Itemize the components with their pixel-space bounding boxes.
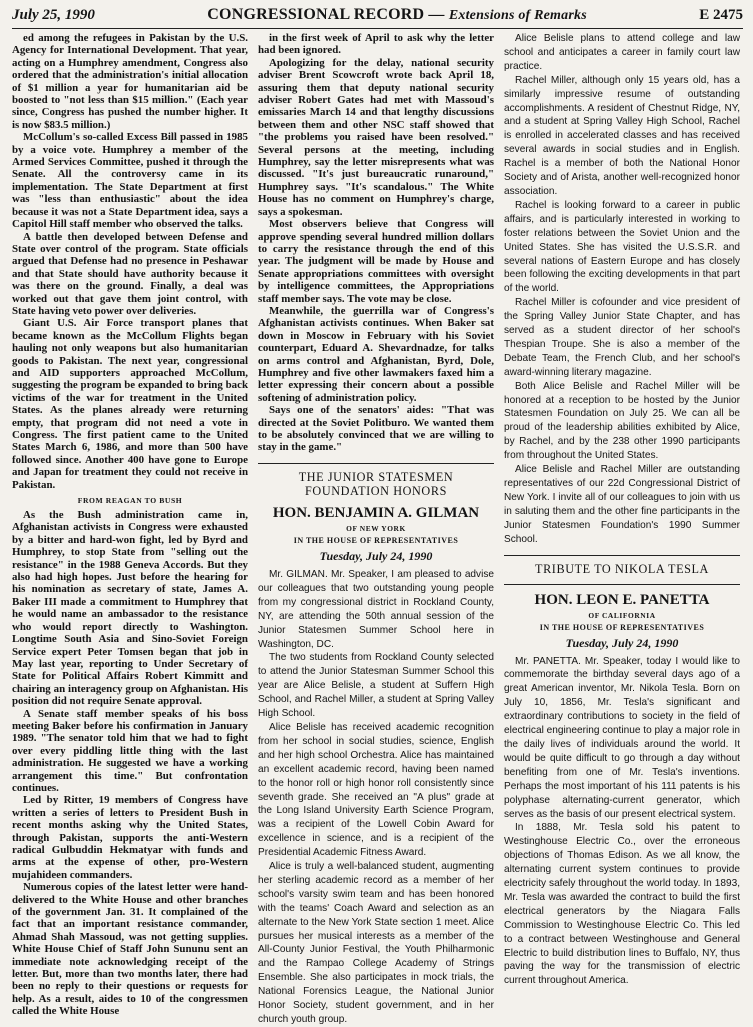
paragraph: Mr. PANETTA. Mr. Speaker, today I would like to commemorate the birthday several days ago of a great American inventor, Mr. Nikola Tesla. Born on July 10, 1856, Mr. Tesla's significant and extraordinary contributions to society in the field of electrical engineering continue to play a major role in the daily lives of individuals around the world. It would be quite difficult to go through a day without benefiting from one of Mr. Tesla's inventions. Perhaps the most important of his 111 patents is his polyphase alternating-current generator, which serves as the basis of our present electrical system. <box>504 655 740 820</box>
column-2 <box>258 32 494 1025</box>
speaker-name: HON. BENJAMIN A. GILMAN <box>272 505 480 521</box>
section-title-line: THE JUNIOR STATESMEN <box>298 470 454 484</box>
paragraph: ed among the refugees in Pakistan by the U.S. Agency for International Development. That year, acting on a Humphrey amendment, Congress also ordered that the administration's initial allocation of $1 million a year for humanitarian aid be boosted to "not less than $15 million." (Each year since, Congress has pushed the number higher. It is now $83.5 million.) <box>12 32 248 131</box>
paragraph: Most observers believe that Congress will approve spending several hundred million dollars to carry the resistance through the end of this year. The judgment will be made by House and Senate appropriations committees with oversight by intelligence committees, the Appropriations staff member says. The vote may be close. <box>258 218 494 305</box>
paragraph: Both Alice Belisle and Rachel Miller will be honored at a reception to be hosted by the Junior Statesmen Foundation on July 25. We can all be proud of the leadership abilities exhibited by Alice, by Rachel, and by the 238 other 1990 participants from throughout the United States. <box>504 380 740 462</box>
paragraph: Mr. GILMAN. Mr. Speaker, I am pleased to advise our colleagues that two outstanding young people from my congressional district in Rockland County, NY, are attending the 50th annual session of the Junior Statesmen Summer School here in Washington, DC. <box>258 569 494 650</box>
paragraph: Alice Belisle and Rachel Miller are outstanding representatives of our 22d Congressional District of New York. I invite all of our colleagues to join with us in saluting them and the other fine participants in the Junior Statesmen Foundation's 1990 Summer School. <box>504 464 740 545</box>
paragraph: Numerous copies of the latest letter were hand-delivered to the White House and other branches of the government Jan. 31. It complained of the fact that an important resistance commander, Ahmad Shah Massoud, was not getting supplies. White House Chief of Staff John Sununu sent an immediate note acknowledging receipt of the letter. But, more than two months later, there had been no reply to their questions or requests for help. As a result, aides to 10 of the congressmen called the White House <box>12 881 248 1018</box>
subhead: FROM REAGAN TO BUSH <box>77 496 183 506</box>
paragraph: Giant U.S. Air Force transport planes that became known as the McCollum Flights began hauling not only weapons but also humanitarian goods to Pakistan. The next year, congressional and AID supporters approached McCollum, suggesting the program be expanded to bring back victims of the war for treatment in the United States. As the planes already were returning empty, that program did not need a vote in Congress. The first patient came to the United States March 6, 1986, and more than 500 have followed since. Another 400 have gone to Europe and Japan for treatment they could not receive in Pakistan. <box>12 317 248 491</box>
header-rule <box>12 28 743 29</box>
masthead <box>12 6 743 28</box>
section-rule <box>258 463 494 464</box>
paragraph: in the first week of April to ask why the letter had been ignored. <box>258 32 494 57</box>
header-title: CONGRESSIONAL RECORD — Extensions of Remarks <box>207 6 587 23</box>
paragraph: Rachel Miller is cofounder and vice president of the Spring Valley Junior State Chapter, and has served as a student director of her school's Thespian Troupe. She is also a member of the Debate Team, the French Club, and her school's award-winning literary magazine. <box>504 297 740 378</box>
paragraph: Says one of the senators' aides: "That was directed at the Soviet Politburo. We wanted them to be absolutely convinced that we are willing to stay in the game." <box>258 404 494 454</box>
session-date: Tuesday, July 24, 1990 <box>565 635 679 650</box>
chamber: IN THE HOUSE OF REPRESENTATIVES <box>539 622 705 632</box>
header-date: July 25, 1990 <box>12 7 95 23</box>
session-date: Tuesday, July 24, 1990 <box>319 549 433 563</box>
column-2-statement <box>258 568 494 1027</box>
journal-subtitle: Extensions of Remarks <box>448 8 587 23</box>
paragraph: Alice Belisle plans to attend college and law school and anticipates a career in family court law practice. <box>504 33 740 72</box>
paragraph: Alice is truly a well-balanced student, augmenting her sterling academic record as a member of her school's varsity swim team and has been honored with the teams' Coach Award and selection as an alternate to the New York State section 1 meet. Alice pursues her musical interests as a member of the All-County Junior Festival, the Youth Philharmonic and the Rampao College Academy of Strings Ensemble. She also participates in mock trials, the National Forensics League, the National Junior Honor Society, student government, and in her church youth group. <box>258 861 494 1025</box>
section-rule <box>504 584 740 585</box>
paragraph: Meanwhile, the guerrilla war of Congress's Afghanistan activists continues. When Baker sat down in Moscow in February with his Soviet counterpart, Eduard A. Shevardnadze, for talks on arms control and Afghanistan, Byrd, Dole, Humphrey and five other lawmakers faxed him a letter expressing their concern about a possible softening of administration policy. <box>258 304 494 404</box>
paragraph: Apologizing for the delay, national security adviser Brent Scowcroft wrote back April 18, assuring them that deputy national security adviser Robert Gates had met with Massoud's emissaries March 14 and that lengthy discussions between them and other NSC staff showed that "the problems you raised have been resolved." Several persons at the meeting, including Humphrey, say the letter misrepresents what was discussed. "It's just bureaucratic runaround," Humphrey says. "It's scandalous." The White House has no comment on Humphrey's charge, says a spokesman. <box>258 56 494 218</box>
paragraph: Alice Belisle has received academic recognition from her school in social studies, science, English and her high school Orchestra. Alice has maintained an excellent academic record, having been named to the honor roll or high honor roll consistently since seventh grade. She received an "A plus" grade at the Long Island University Earth Science Program, was a recipient of the Lowell Cobin Award for excellence in science, and is a recipient of the Presidential Academic Fitness Award. <box>258 721 494 859</box>
speaker-name: HON. LEON E. PANETTA <box>534 591 710 608</box>
section-title-line: FOUNDATION HONORS <box>305 484 447 498</box>
paragraph: McCollum's so-called Excess Bill passed in 1985 by a voice vote. Humphrey a member of the Armed Services Committee, pushed it through the Senate. All the controversy came in its implementation. The State Department at first was "less than enthusiastic" about the idea because it was not a State Department idea, says a Capitol Hill staff member who observed the talks. <box>12 131 248 231</box>
paragraph: A Senate staff member speaks of his boss meeting Baker before his confirmation in January 1989. "The senator told him that we had to fight over every piddling little thing with the last administration. He suggested we have a working arrangement this time." But confrontation continues. <box>12 707 248 794</box>
column-2-article-continuation <box>258 32 494 455</box>
paragraph: In 1888, Mr. Tesla sold his patent to Westinghouse Electric Co., over the erroneous objections of Thomas Edison. As we all know, the alternating current system continues to provide electricity safely throughout the world today. In 1893, Mr. Tesla was awarded the contract to build the first electrical generators by the Niagara Falls Commission to Westinghouse Electric Co. This led to a contract between Westinghouse and General Electric to build distribution lines to Buffalo, NY, thus paving the way for the transmission of electric current throughout America. <box>504 822 740 987</box>
paragraph: Led by Ritter, 19 members of Congress have written a series of letters to President Bush in recent months asking why the United States, through Pakistan, supports the anti-Western radical Gulbuddin Hekmatyar with funds and arms at the expense of other, pro-Western mujahideen commanders. <box>12 794 248 881</box>
column-3 <box>504 32 740 1007</box>
chamber: IN THE HOUSE OF REPRESENTATIVES <box>293 536 459 545</box>
section-rule <box>504 555 740 556</box>
paragraph: A battle then developed between Defense and State over control of the program. State officials argued that Defense had no presence in Peshawar and that State should have authority because it was there on the ground. Finally, a deal was worked out that gave them joint control, with State having veto power over deliveries. <box>12 230 248 317</box>
paragraph: The two students from Rockland County selected to attend the Junior Statesman Summer School this year are Alice Belisle, a student at Suffern High School, and Rachel Miller, a student at Spring Valley High School. <box>258 652 494 720</box>
paragraph: Rachel is looking forward to a career in public affairs, and is particularly interested in working to foster relations between the Soviet Union and the United States. She has visited the U.S.S.R. and several nations of Eastern Europe and has closely been following the exciting developments in that part of the world. <box>504 199 740 295</box>
journal-title: CONGRESSIONAL RECORD <box>207 6 425 23</box>
paragraph: Rachel Miller, although only 15 years old, has a similarly impressive resume of outstanding accomplishments. A resident of Chestnut Ridge, NY, and a student at Spring Valley High School, Rachel is enrolled in accelerated classes and has received several awards in social studies and in English. Rachel is a member of both the National Honor Society and of Arista, another well-recognized honor association. <box>504 74 740 197</box>
paragraph: As the Bush administration came in, Afghanistan activists in Congress were exhausted by a bitter and hard-won fight, led by Byrd and Humphrey, to stop State from "selling out the resistance" in the 1988 Geneva Accords. But they also had high hopes. Just before the hearing for his nomination as secretary of state, James A. Baker III made a commitment to Humphrey that he would name an ambassador to the resistance who would report directly to Washington. Longtime South Asia and Sino-Soviet Foreign Service expert Peter Tomsen began that job in May last year, reporting to Under Secretary of State for Political Affairs Robert Kimmitt and chairing an interagency group on Afghanistan. His position did not require Senate approval. <box>12 509 248 708</box>
speaker-state: OF NEW YORK <box>346 524 406 533</box>
section-title: TRIBUTE TO NIKOLA TESLA <box>535 561 709 576</box>
section-title <box>258 470 494 498</box>
columns <box>12 32 743 1025</box>
speaker-state: OF CALIFORNIA <box>588 610 656 620</box>
column-1 <box>12 32 248 1018</box>
page-number: E 2475 <box>699 7 743 23</box>
